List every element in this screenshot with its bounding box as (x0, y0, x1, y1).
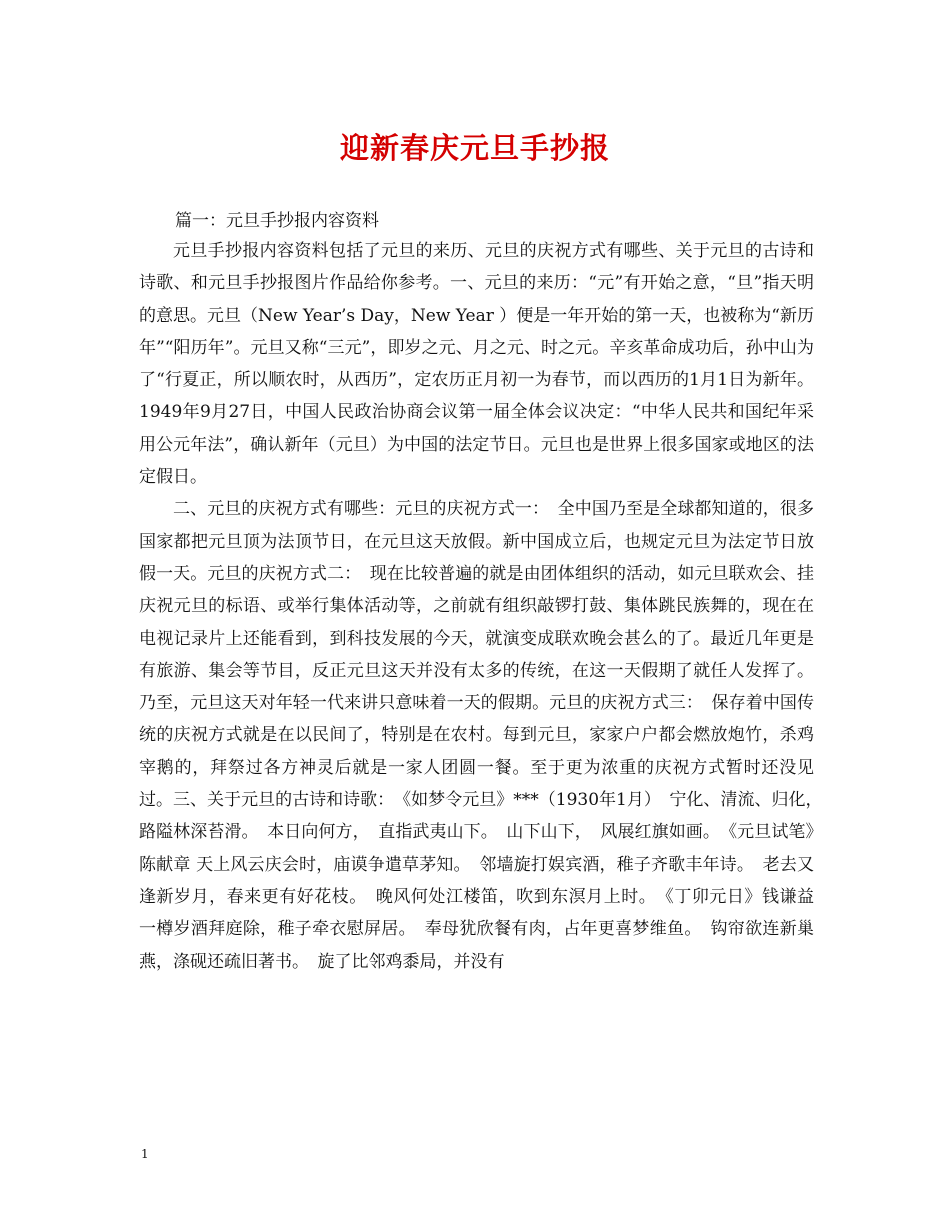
page-number: 1 (141, 1147, 149, 1161)
paragraph: 二、元旦的庆祝方式有哪些：元旦的庆祝方式一： 全中国乃至是全球都知道的，很多国家都把元旦顶为法顶节日，在元旦这天放假。新中国成立后，也规定元旦为法定节日放假一天。元旦的庆祝方式二： 现在比较普遍的就是由团体组织的活动，如元旦联欢会、挂庆祝元旦的标语、或举行集体活动等，之前就有组织敲锣打鼓、集体跳民族舞的，现在在电视记录片上还能看到，到科技发展的今天，就演变成联欢晚会甚么的了。最近几年更是有旅游、集会等节目，反正元旦这天并没有太多的传统，在这一天假期了就任人发挥了。乃至，元旦这天对年轻一代来讲只意味着一天的假期。元旦的庆祝方式三： 保存着中国传统的庆祝方式就是在以民间了，特别是在农村。每到元旦，家家户户都会燃放炮竹，杀鸡宰鹅的，拜祭过各方神灵后就是一家人团圆一餐。至于更为浓重的庆祝方式暂时还没见过。三、关于元旦的古诗和诗歌： 《如梦令元旦》***（1930年1月） 宁化、清流、归化， 路隘林深苔滑。 本日向何方， 直指武夷山下。 山下山下， 风展红旗如画。 《元旦试笔》陈献章 天上风云庆会时，庙谟争遣草茅知。 邻墙旋打娱宾酒，稚子齐歌丰年诗。 老去又逢新岁月，春来更有好花枝。 晚风何处江楼笛，吹到东溟月上时。 《丁卯元日》钱谦益 一樽岁酒拜庭除，稚子牵衣慰屏居。 奉母犹欣餐有肉，占年更喜梦维鱼。 钩帘欲连新巢燕，涤砚还疏旧著书。 旋了比邻鸡黍局，并没有 (139, 499, 831, 972)
body-text (139, 235, 831, 978)
paragraph: 元旦手抄报内容资料包括了元旦的来历、元旦的庆祝方式有哪些、关于元旦的古诗和诗歌、和元旦手抄报图片作品给你参考。一、元旦的来历：“元”有开始之意，“旦”指天明的意思。元旦（New Year’s Day，New Year ）便是一年开始的第一天，也被称为“新历年”“阳历年”。元旦又称“三元”，即岁之元、月之元、时之元。辛亥革命成功后，孙中山为了“行夏正，所以顺农时，从西历”，定农历正月初一为春节，而以西历的1月1日为新年。1949年9月27日，中国人民政治协商会议第一届全体会议决定：“中华人民共和国纪年采用公元年法”，确认新年（元旦）为中国的法定节日。元旦也是世界上很多国家或地区的法定假日。 (139, 241, 814, 488)
page-title: 迎新春庆元旦手抄报 (339, 131, 610, 165)
section-heading: 篇一：元旦手抄报内容资料 (175, 211, 379, 231)
